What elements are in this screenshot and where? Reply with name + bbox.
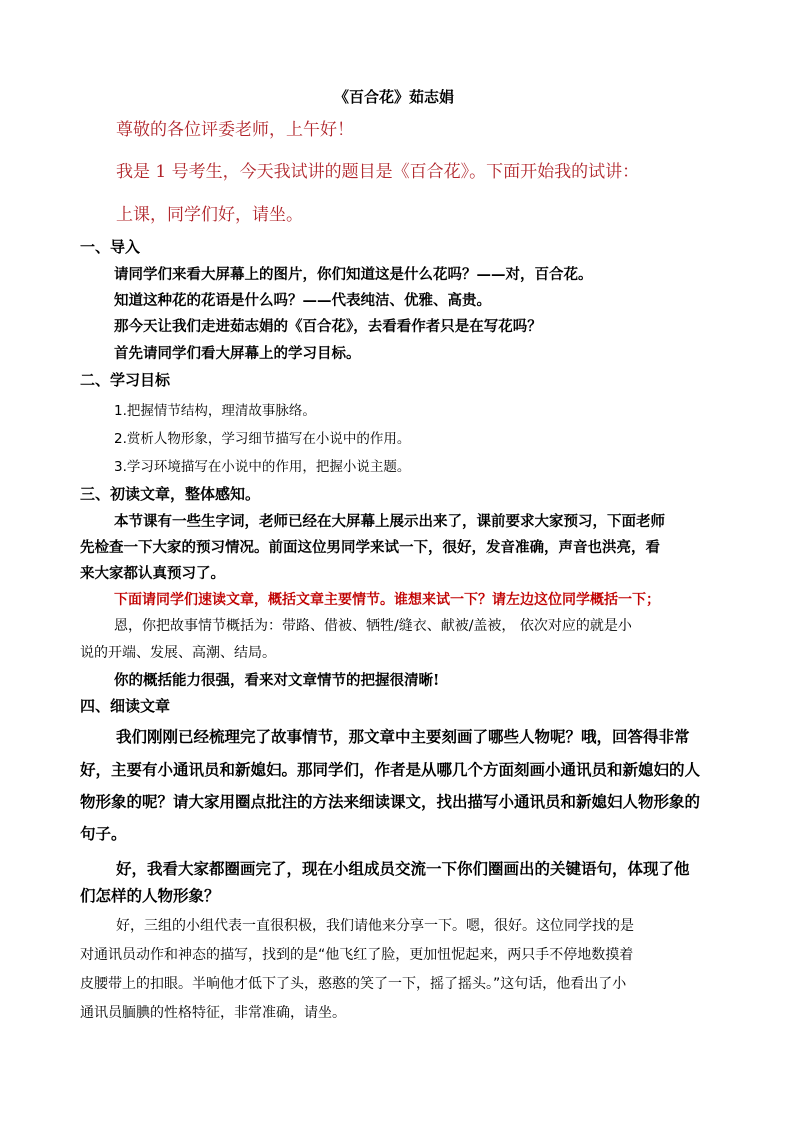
paragraph-line: 皮腰带上的扣眼。半晌他才低下了头，憨憨的笑了一下，摇了摇头。”这句话，他看出了小 [80,976,627,992]
intro-line: 知道这种花的花语是什么吗？——代表纯洁、优雅、高贵。 [114,292,491,309]
paragraph-line: 本节课有一些生字词，老师已经在大屏幕上展示出来了，课前要求大家预习，下面老师 [114,513,665,530]
paragraph-line: 来大家都认真预习了。 [80,565,225,582]
greeting-line: 我是 1 号考生，今天我试讲的题目是《百合花》。下面开始我的试讲： [116,162,640,182]
section-heading-intro: 一、导入 [80,238,141,256]
section-heading-goals: 二、学习目标 [80,371,171,389]
goal-item: 2.赏析人物形象，学习细节描写在小说中的作用。 [114,431,411,447]
paragraph-line: 先检查一下大家的预习情况。前面这位男同学来试一下，很好，发音准确，声音也洪亮，看 [80,539,660,556]
paragraph-line: 物形象的呢？请大家用圈点批注的方法来细读课文，找出描写小通讯员和新媳妇人物形象的 [80,792,701,811]
goal-item: 1.把握情节结构，理清故事脉络。 [114,403,316,419]
paragraph-line: 通讯员腼腆的性格特征，非常准确，请坐。 [80,1005,346,1021]
intro-line: 请同学们来看大屏幕上的图片，你们知道这是什么花吗？——对，百合花。 [114,266,593,283]
praise-line: 你的概括能力很强，看来对文章情节的把握很清晰! [114,672,440,689]
paragraph-line: 对通讯员动作和神态的描写，找到的是“他飞红了脸，更加忸怩起来，两只手不停地数摸着 [80,947,634,963]
highlighted-instruction: 下面请同学们速读文章，概括文章主要情节。谁想来试一下？请左边这位同学概括一下； [114,592,660,608]
goal-item: 3.学习环境描写在小说中的作用，把握小说主题。 [114,459,411,475]
paragraph-line: 好，我看大家都圈画完了，现在小组成员交流一下你们圈画出的关键语句，体现了他 [116,859,690,878]
intro-line: 那今天让我们走进茹志娟的《百合花》，去看看作者只是在写花吗？ [114,318,542,335]
document-title: 《百合花》茹志娟 [334,88,455,106]
greeting-line: 尊敬的各位评委老师，上午好！ [116,120,354,140]
paragraph-line: 说的开端、发展、高潮、结局。 [80,645,276,661]
greeting-line: 上课，同学们好，请坐。 [116,205,303,225]
intro-line: 首先请同学们看大屏幕上的学习目标。 [114,345,361,362]
paragraph-line: 好，主要有小通讯员和新媳妇。那同学们，作者是从哪几个方面刻画小通讯员和新媳妇的人 [80,760,701,779]
section-heading-first-read: 三、初读文章，整体感知。 [80,485,261,503]
paragraph-line: 们怎样的人物形象？ [80,886,220,905]
section-heading-close-read: 四、细读文章 [80,697,171,715]
paragraph-line: 恩，你把故事情节概括为：带路、借被、牺牲/缝衣、献被/盖被， 依次对应的就是小 [114,618,632,634]
paragraph-line: 好，三组的小组代表一直很积极，我们请他来分享一下。嗯，很好。这位同学找的是 [116,918,634,934]
paragraph-line: 句子。 [80,824,127,843]
paragraph-line: 我们刚刚已经梳理完了故事情节，那文章中主要刻画了哪些人物呢？哦，回答得非常 [116,727,690,746]
